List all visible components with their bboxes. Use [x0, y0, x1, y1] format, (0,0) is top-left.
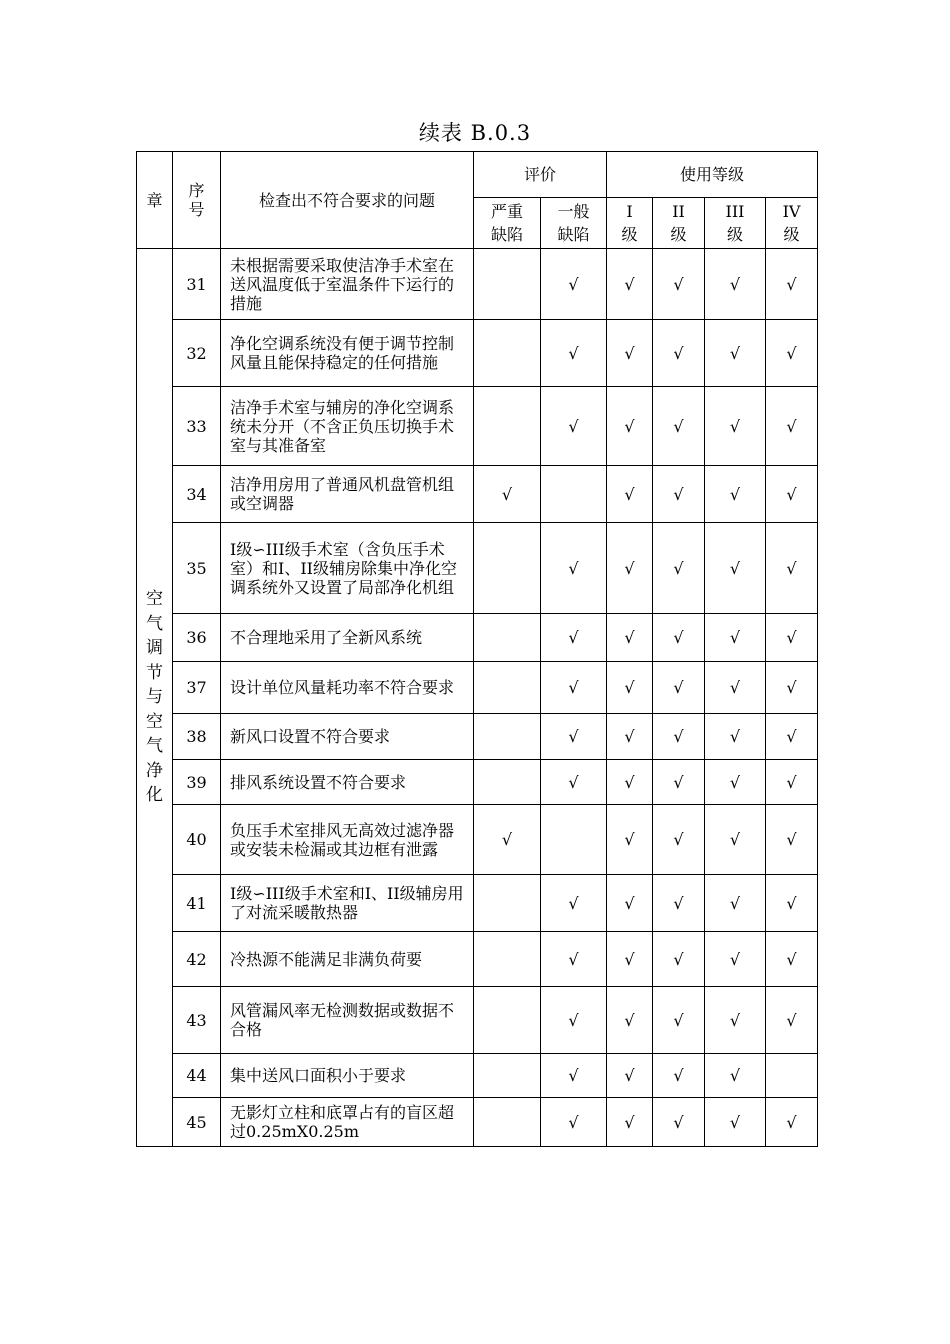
table-row [137, 614, 818, 662]
table-row [137, 1054, 818, 1098]
grade-2-check: √ [653, 1054, 705, 1098]
header-chapter: 章 [137, 152, 173, 249]
issue-text: 负压手术室排风无高效过滤净器或安装未检漏或其边框有泄露 [221, 805, 474, 875]
general-check: √ [541, 1054, 607, 1098]
general-check: √ [541, 249, 607, 320]
grade-2-check: √ [653, 249, 705, 320]
header-issue: 检查出不符合要求的问题 [221, 152, 474, 249]
header-row-1 [137, 152, 818, 198]
issue-text: 净化空调系统没有便于调节控制风量且能保持稳定的任何措施 [221, 320, 474, 387]
grade-2-check: √ [653, 714, 705, 760]
issue-text: 洁净用房用了普通风机盘管机组或空调器 [221, 466, 474, 523]
grade-1-check: √ [607, 523, 653, 614]
general-check: √ [541, 614, 607, 662]
row-number: 34 [173, 466, 221, 523]
general-check: √ [541, 1098, 607, 1147]
header-grade: 使用等级 [607, 152, 818, 198]
grade-1-check: √ [607, 875, 653, 932]
grade-2-check: √ [653, 805, 705, 875]
grade-4-check: √ [766, 614, 818, 662]
issue-text: 新风口设置不符合要求 [221, 714, 474, 760]
general-check: √ [541, 932, 607, 987]
severe-check [474, 714, 541, 760]
grade-1-check: √ [607, 805, 653, 875]
grade-4-check: √ [766, 320, 818, 387]
grade-3-check: √ [705, 1054, 766, 1098]
table-row [137, 1098, 818, 1147]
grade-1-check: √ [607, 387, 653, 466]
row-number: 44 [173, 1054, 221, 1098]
row-number: 37 [173, 662, 221, 714]
general-check [541, 805, 607, 875]
grade-4-check: √ [766, 523, 818, 614]
grade-3-check: √ [705, 523, 766, 614]
grade-1-check: √ [607, 614, 653, 662]
severe-check [474, 987, 541, 1054]
severe-check: √ [474, 805, 541, 875]
severe-check [474, 760, 541, 805]
header-grade-1: I 级 [607, 198, 653, 249]
row-number: 38 [173, 714, 221, 760]
grade-4-check: √ [766, 760, 818, 805]
grade-2-check: √ [653, 320, 705, 387]
chapter-cell [137, 249, 173, 1147]
grade-2-check: √ [653, 1098, 705, 1147]
issue-text: 洁净手术室与辅房的净化空调系统未分开（不含正负压切换手术室与其准备室 [221, 387, 474, 466]
grade-3-check: √ [705, 1098, 766, 1147]
grade-4-check: √ [766, 1098, 818, 1147]
severe-check [474, 523, 541, 614]
row-number: 32 [173, 320, 221, 387]
table-row [137, 805, 818, 875]
general-check: √ [541, 387, 607, 466]
issue-text: 设计单位风量耗功率不符合要求 [221, 662, 474, 714]
grade-3-check: √ [705, 987, 766, 1054]
grade-1-check: √ [607, 760, 653, 805]
grade-4-check: √ [766, 805, 818, 875]
grade-3-check: √ [705, 662, 766, 714]
row-number: 42 [173, 932, 221, 987]
severe-check [474, 1098, 541, 1147]
table-row [137, 932, 818, 987]
issue-text: 排风系统设置不符合要求 [221, 760, 474, 805]
table-row [137, 387, 818, 466]
grade-3-check: √ [705, 932, 766, 987]
issue-text: 未根据需要采取使洁净手术室在送风温度低于室温条件下运行的措施 [221, 249, 474, 320]
grade-2-check: √ [653, 466, 705, 523]
grade-4-check: √ [766, 987, 818, 1054]
grade-4-check: √ [766, 249, 818, 320]
table-row [137, 875, 818, 932]
grade-3-check: √ [705, 805, 766, 875]
general-check [541, 466, 607, 523]
grade-2-check: √ [653, 662, 705, 714]
row-number: 39 [173, 760, 221, 805]
grade-2-check: √ [653, 760, 705, 805]
issue-text: I级∽III级手术室（含负压手术室）和I、II级辅房除集中净化空调系统外又设置了局部净化机组 [221, 523, 474, 614]
row-number: 33 [173, 387, 221, 466]
grade-1-check: √ [607, 249, 653, 320]
table-row [137, 760, 818, 805]
header-grade-2: II 级 [653, 198, 705, 249]
row-number: 36 [173, 614, 221, 662]
grade-4-check: √ [766, 875, 818, 932]
severe-check [474, 320, 541, 387]
issue-text: 冷热源不能满足非满负荷要 [221, 932, 474, 987]
table-row [137, 320, 818, 387]
severe-check [474, 662, 541, 714]
grade-1-check: √ [607, 466, 653, 523]
general-check: √ [541, 523, 607, 614]
grade-4-check: √ [766, 387, 818, 466]
grade-3-check: √ [705, 320, 766, 387]
grade-4-check: √ [766, 714, 818, 760]
issue-text: 不合理地采用了全新风系统 [221, 614, 474, 662]
row-number: 35 [173, 523, 221, 614]
grade-4-check: √ [766, 466, 818, 523]
grade-1-check: √ [607, 987, 653, 1054]
issue-text: 风管漏风率无检测数据或数据不合格 [221, 987, 474, 1054]
table-title: 续表 B.0.3 [418, 121, 532, 145]
severe-check [474, 249, 541, 320]
header-seq: 序 号 [173, 152, 221, 249]
grade-1-check: √ [607, 662, 653, 714]
grade-2-check: √ [653, 614, 705, 662]
grade-1-check: √ [607, 1054, 653, 1098]
grade-4-check: √ [766, 662, 818, 714]
severe-check [474, 614, 541, 662]
grade-1-check: √ [607, 1098, 653, 1147]
severe-check [474, 387, 541, 466]
row-number: 41 [173, 875, 221, 932]
grade-1-check: √ [607, 932, 653, 987]
general-check: √ [541, 987, 607, 1054]
table-row [137, 987, 818, 1054]
header-eval-severe: 严重 缺陷 [474, 198, 541, 249]
grade-2-check: √ [653, 387, 705, 466]
chapter-name: 空 气 调 节 与 空 气 净 化 [146, 589, 163, 806]
general-check: √ [541, 662, 607, 714]
grade-4-check [766, 1054, 818, 1098]
grade-1-check: √ [607, 714, 653, 760]
grade-3-check: √ [705, 760, 766, 805]
grade-2-check: √ [653, 875, 705, 932]
row-number: 45 [173, 1098, 221, 1147]
grade-4-check: √ [766, 932, 818, 987]
table-row [137, 249, 818, 320]
severe-check: √ [474, 466, 541, 523]
grade-2-check: √ [653, 932, 705, 987]
grade-3-check: √ [705, 875, 766, 932]
row-number: 43 [173, 987, 221, 1054]
grade-1-check: √ [607, 320, 653, 387]
inspection-table [136, 151, 818, 1147]
table-row [137, 714, 818, 760]
severe-check [474, 932, 541, 987]
issue-text: 无影灯立柱和底罩占有的盲区超过0.25mX0.25m [221, 1098, 474, 1147]
general-check: √ [541, 875, 607, 932]
header-grade-3: III 级 [705, 198, 766, 249]
grade-2-check: √ [653, 523, 705, 614]
grade-3-check: √ [705, 614, 766, 662]
row-number: 40 [173, 805, 221, 875]
severe-check [474, 875, 541, 932]
row-number: 31 [173, 249, 221, 320]
header-eval-general: 一般 缺陷 [541, 198, 607, 249]
grade-3-check: √ [705, 387, 766, 466]
general-check: √ [541, 320, 607, 387]
grade-3-check: √ [705, 466, 766, 523]
general-check: √ [541, 714, 607, 760]
table-row [137, 662, 818, 714]
header-grade-4: IV 级 [766, 198, 818, 249]
grade-3-check: √ [705, 714, 766, 760]
general-check: √ [541, 760, 607, 805]
issue-text: 集中送风口面积小于要求 [221, 1054, 474, 1098]
severe-check [474, 1054, 541, 1098]
issue-text: I级∽III级手术室和I、II级辅房用了对流采暖散热器 [221, 875, 474, 932]
grade-2-check: √ [653, 987, 705, 1054]
header-eval: 评价 [474, 152, 607, 198]
table-row [137, 523, 818, 614]
table-row [137, 466, 818, 523]
grade-3-check: √ [705, 249, 766, 320]
